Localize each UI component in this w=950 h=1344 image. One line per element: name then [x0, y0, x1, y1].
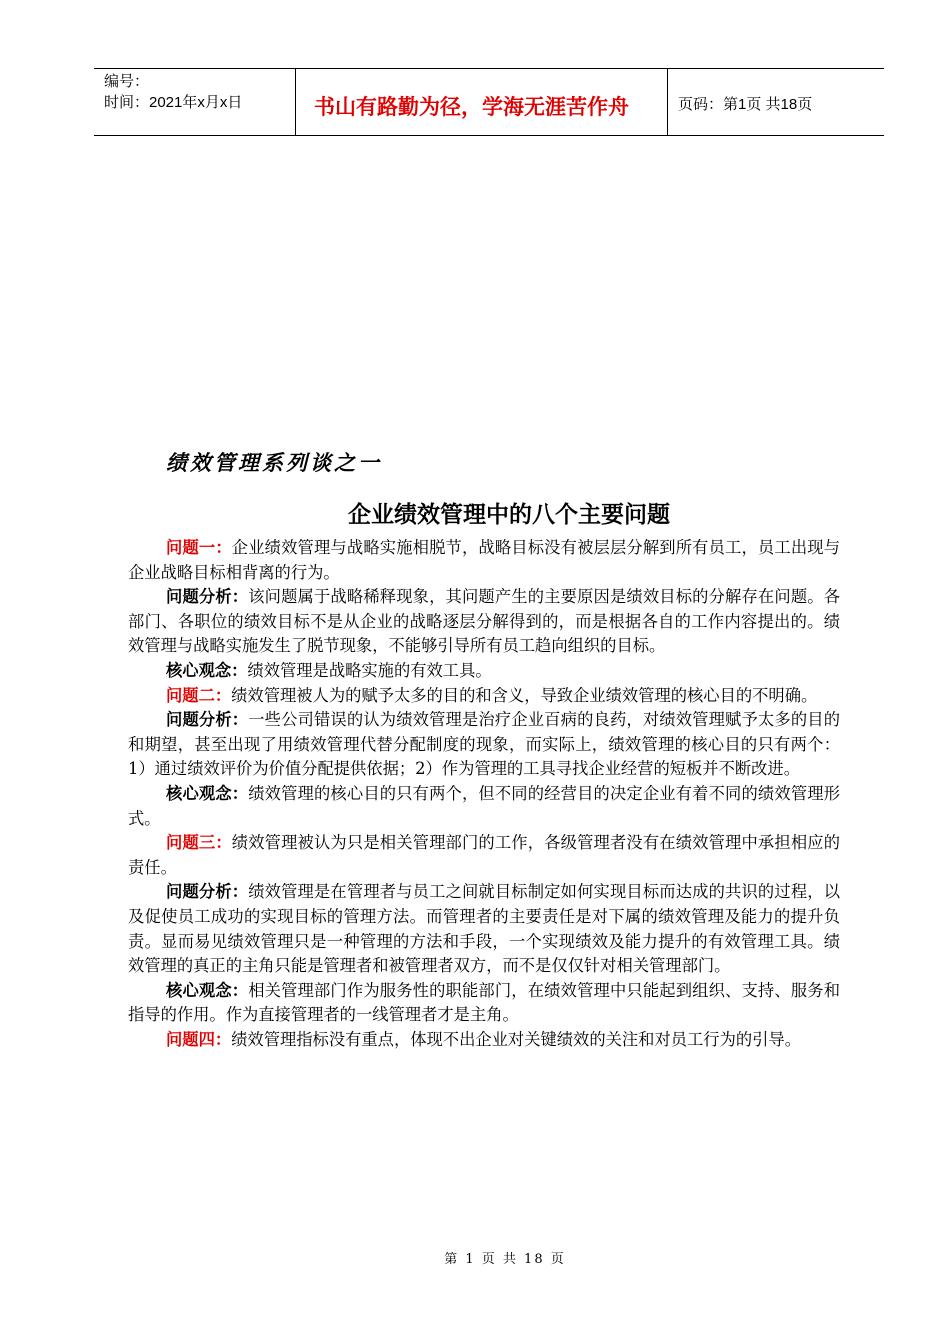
core-idea-label: 核心观念：	[166, 980, 249, 1000]
series-title: 绩效管理系列谈之一	[166, 451, 382, 475]
page-header	[94, 68, 884, 136]
paragraph	[128, 659, 840, 684]
analysis-label: 问题分析：	[166, 882, 249, 902]
paragraph	[128, 979, 840, 1028]
paragraph-text: 绩效管理被认为只是相关管理部门的工作，各级管理者没有在绩效管理中承担相应的责任。	[128, 833, 840, 877]
paragraph-text: 一些公司错误的认为绩效管理是治疗企业百病的良药，对绩效管理赋予太多的目的和期望，甚至出现了用绩效管理代替分配制度的现象，而实际上，绩效管理的核心目的只有两个：1）通过绩效评价为价值分配提供依据；2）作为管理的工具寻找企业经营的短板并不断改进。	[128, 710, 840, 779]
paragraph-text: 相关管理部门作为服务性的职能部门，在绩效管理中只能起到组织、支持、服务和指导的作用。作为直接管理者的一线管理者才是主角。	[128, 980, 840, 1025]
document-body	[128, 536, 840, 1052]
problem-label: 问题三：	[166, 833, 232, 853]
paragraph-text: 该问题属于战略稀释现象，其问题产生的主要原因是绩效目标的分解存在问题。各部门、各职位的绩效目标不是从企业的战略逐层分解得到的，而是根据各自的工作内容提出的。绩效管理与战略实施发生了脱节现象，不能够引导所有员工趋向组织的目标。	[128, 587, 840, 656]
paragraph-text: 企业绩效管理与战略实施相脱节，战略目标没有被层层分解到所有员工，员工出现与企业战略目标相背离的行为。	[128, 538, 840, 582]
paragraph	[128, 585, 840, 659]
paragraph	[128, 536, 840, 585]
core-idea-label: 核心观念：	[166, 783, 249, 803]
paragraph-text: 绩效管理是战略实施的有效工具。	[247, 660, 492, 680]
problem-label: 问题四：	[166, 1029, 232, 1049]
paragraph-text: 绩效管理是在管理者与员工之间就目标制定如何实现目标而达成的共识的过程，以及促使员工成功的实现目标的管理方法。而管理者的主要责任是对下属的绩效管理及能力的提升负责。显而易见绩效管理只是一种管理的方法和手段，一个实现绩效及能力提升的有效管理工具。绩效管理的真正的主角只能是管理者和被管理者双方，而不是仅仅针对相关管理部门。	[128, 882, 840, 976]
header-info-cell	[94, 69, 296, 135]
paragraph	[128, 782, 840, 831]
core-idea-label: 核心观念：	[166, 660, 248, 680]
problem-label: 问题二：	[166, 685, 232, 705]
header-page-cell	[668, 69, 884, 135]
paragraph	[128, 708, 840, 782]
number-label: 编号：	[104, 73, 150, 90]
analysis-label: 问题分析：	[166, 587, 249, 607]
paragraph	[128, 684, 840, 709]
paragraph-text: 绩效管理被人为的赋予太多的目的和含义，导致企业绩效管理的核心目的不明确。	[231, 685, 818, 705]
page-label: 页码：第1页 共18页	[678, 96, 813, 113]
paragraph-text: 绩效管理的核心目的只有两个，但不同的经营目的决定企业有着不同的绩效管理形式。	[128, 783, 840, 828]
analysis-label: 问题分析：	[166, 710, 249, 730]
time-label: 时间：2021年x月x日	[104, 94, 243, 111]
main-title: 企业绩效管理中的八个主要问题	[348, 502, 670, 528]
header-motto-cell	[296, 69, 668, 135]
page-footer: 第 1 页 共 18 页	[444, 1252, 566, 1267]
paragraph	[128, 880, 840, 978]
paragraph	[128, 1028, 840, 1053]
paragraph	[128, 831, 840, 880]
problem-label: 问题一：	[166, 538, 232, 557]
motto: 书山有路勤为径，学海无涯苦作舟	[314, 95, 629, 119]
paragraph-text: 绩效管理指标没有重点，体现不出企业对关键绩效的关注和对员工行为的引导。	[231, 1029, 801, 1049]
